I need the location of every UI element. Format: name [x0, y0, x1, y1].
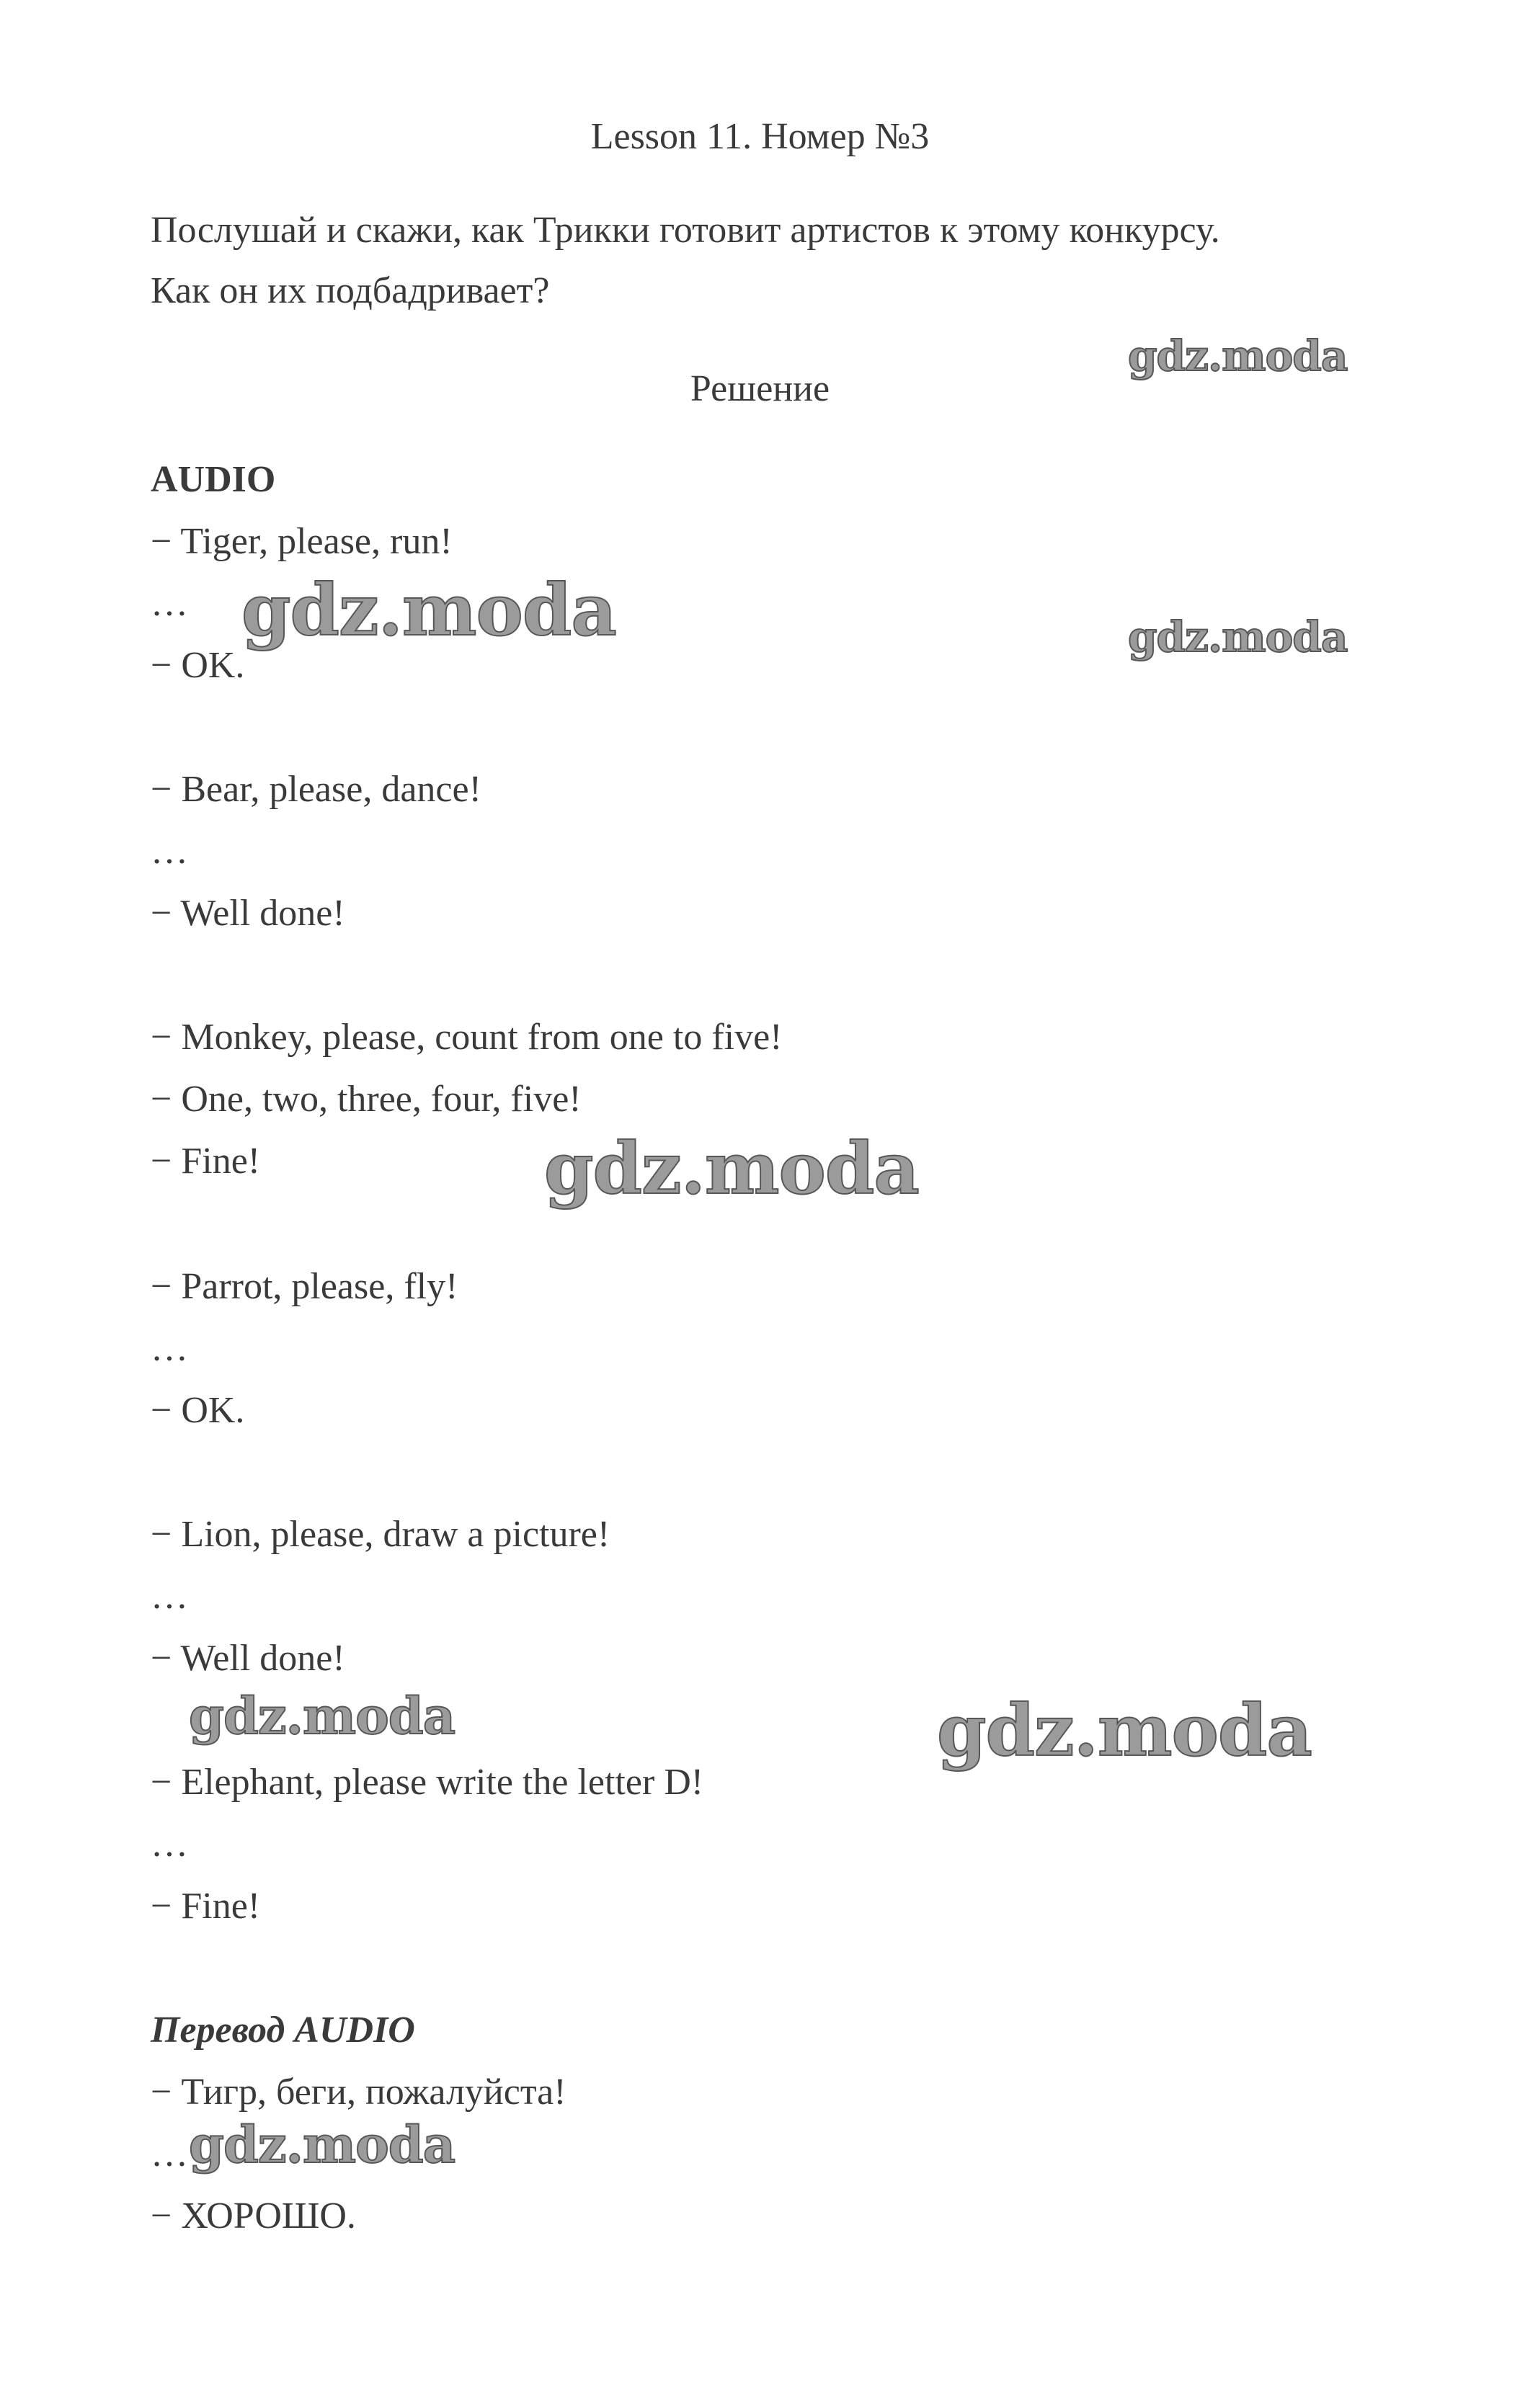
audio-heading: AUDIO [151, 459, 276, 500]
audio-line: … [151, 1328, 188, 1369]
audio-line: − Well done! [151, 1638, 345, 1679]
translation-line: − ХОРОШО. [151, 2195, 356, 2237]
watermark: gdz.moda [1128, 331, 1348, 380]
page-title: Lesson 11. Номер №3 [590, 116, 930, 157]
audio-line: − Well done! [151, 893, 345, 934]
watermark: gdz.moda [189, 2115, 455, 2175]
watermark: gdz.moda [1128, 612, 1348, 661]
watermark: gdz.moda [544, 1128, 919, 1210]
audio-line: … [151, 1576, 188, 1617]
task-text-line-1: Послушай и скажи, как Трикки готовит артистов к этому конкурсу. [151, 210, 1220, 251]
audio-line: − Tiger, please, run! [151, 521, 453, 562]
audio-line: − Monkey, please, count from one to five! [151, 1017, 783, 1058]
audio-line: − Fine! [151, 1886, 261, 1927]
audio-line: … [151, 583, 188, 624]
watermark: gdz.moda [937, 1690, 1312, 1772]
audio-line: − OK. [151, 1390, 245, 1431]
audio-line: − Fine! [151, 1141, 261, 1182]
audio-line: − OK. [151, 645, 245, 686]
translation-line: … [151, 2133, 188, 2175]
audio-line: − Parrot, please, fly! [151, 1266, 458, 1307]
audio-line: … [151, 1824, 188, 1865]
audio-line: − Bear, please, dance! [151, 769, 481, 810]
translation-heading: Перевод AUDIO [151, 2010, 415, 2051]
audio-line: − One, two, three, four, five! [151, 1079, 582, 1120]
audio-line: … [151, 831, 188, 872]
audio-line: − Lion, please, draw a picture! [151, 1514, 610, 1555]
translation-line: − Тигр, беги, пожалуйста! [151, 2072, 566, 2113]
solution-label: Решение [690, 368, 830, 409]
audio-line: − Elephant, please write the letter D! [151, 1762, 704, 1803]
watermark: gdz.moda [189, 1686, 455, 1746]
task-text-line-2: Как он их подбадривает? [151, 270, 550, 311]
watermark: gdz.moda [241, 569, 616, 652]
